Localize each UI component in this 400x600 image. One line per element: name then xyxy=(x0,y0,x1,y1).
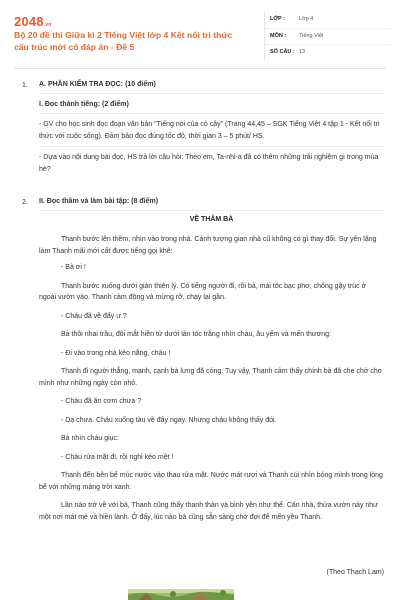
story-paragraph-1: Thanh bước lên thềm, nhìn vào trong nhà. Cảnh tượng gian nhà cũ không có gì thay đổi. Sự yên lặng làm Thanh mãi mới cất được tiếng gọi khẽ: xyxy=(39,236,377,255)
section1-subtitle: I. Đọc thành tiếng: (2 điểm) xyxy=(39,101,129,108)
info-row-subject xyxy=(265,29,391,46)
story-paragraph-2: - Bà ơi ! xyxy=(61,264,86,271)
story-body xyxy=(39,234,384,523)
info-value-question-count: 13 xyxy=(299,49,306,55)
info-value-subject: Tiếng Việt xyxy=(299,32,324,39)
info-label-subject: MÔN : xyxy=(270,32,287,39)
section2-heading: II. Đọc thầm và làm bài tập: (8 điểm) xyxy=(39,198,159,205)
story-author: (Theo Thạch Lam) xyxy=(326,569,384,576)
info-row-grade xyxy=(265,12,391,29)
section1-title xyxy=(39,79,384,91)
section1-paragraph-1: - GV cho học sinh đọc đoạn văn bản "Tiếng nói của cỏ cây" (Trang 44,45 – SGK Tiếng Việt 4 tập 1 - Kết nối tri thức với cuộc sống). Đảm bảo đọc đúng tốc độ, thời gian 3 – 5 phút/ HS. xyxy=(39,121,380,140)
story-paragraph-5: Bà thôi nhai trầu, đôi mắt hiền từ dưới làn tóc trắng nhìn cháu, âu yếm và mến thương: xyxy=(61,331,331,338)
story-paragraph-3: Thanh bước xuống dưới giàn thiên lý. Có tiếng người đi, rồi bà, mái tóc bạc phơ, chống gậy trúc ở ngoài vườn vào. Thanh cảm động và mừng rỡ, chạy lại gần. xyxy=(39,282,367,301)
story-paragraph-7: Thanh đi người thẳng, mạnh, cạnh bà lưng đã còng. Tuy vậy, Thanh cảm thấy chính bà đã che chở cho mình như những ngày còn nhỏ. xyxy=(39,368,382,387)
story-paragraph-12: Thanh đến bên bể múc nước vào thau rửa mặt. Nước mát rượi và Thanh cúi nhìn bóng mình trong lòng bể với những mảng trời xanh. xyxy=(39,472,383,491)
story-paragraph-11: - Cháu rửa mặt đi, rồi nghỉ kẻo mệt ! xyxy=(61,453,174,461)
logo-text: 2048 xyxy=(14,14,44,29)
info-label-grade: LỚP : xyxy=(270,16,285,22)
section2-title xyxy=(39,196,384,208)
logo-tld: .vn xyxy=(43,22,52,28)
section1-divider-mid xyxy=(39,113,384,114)
story-illustration xyxy=(128,588,234,600)
info-row-question-count xyxy=(265,45,391,61)
section2-divider xyxy=(39,210,384,211)
story-paragraph-9: - Dạ chưa. Cháu xuống tàu về đây ngay. Nhưng cháu không thấy đói. xyxy=(61,416,277,424)
info-value-grade: Lớp 4 xyxy=(299,16,314,22)
document-header xyxy=(14,12,386,64)
story-paragraph-6: - Đi vào trong nhà kẻo nắng, cháu ! xyxy=(61,349,171,357)
document-title: Bộ 20 đề thi Giữa kì 2 Tiếng Việt lớp 4 Kết nối tri thức cấu trúc mới có đáp án - Đề 5 xyxy=(14,30,233,52)
section1-heading: A. PHẦN KIỂM TRA ĐỌC: (10 điểm) xyxy=(39,81,156,88)
header-divider xyxy=(14,68,386,69)
story-paragraph-8: - Cháu đã ăn cơm chưa ? xyxy=(61,398,142,405)
info-label-question-count: SỐ CÂU : xyxy=(270,49,295,55)
section1-divider-top xyxy=(39,93,384,94)
info-panel xyxy=(264,12,391,61)
question-number-2: 2. xyxy=(22,199,28,206)
illustration-image xyxy=(128,589,234,600)
story-title: VỀ THĂM BÀ xyxy=(189,216,234,223)
section1-divider-low xyxy=(39,146,384,147)
story-paragraph-13: Lần nào trở về với bà, Thanh cũng thấy thanh thản và bình yên như thế. Căn nhà, thửa vườn này như một nơi mát mẻ và hiền lành. Ở đấy, lúc nào bà cũng sẵn sàng chờ đợi để mến yêu Thanh. xyxy=(39,502,378,521)
question-number-1: 1. xyxy=(22,82,28,89)
site-logo[interactable] xyxy=(14,14,52,29)
section1-paragraph-2: - Dựa vào nội dung bài đọc, HS trả lời câu hỏi: Theo em, Ta-nhi-a đã có thêm những trải nghiệm gì trong mùa hè? xyxy=(39,154,379,173)
story-paragraph-4: - Cháu đã về đấy ư ? xyxy=(61,312,127,320)
story-paragraph-10: Bà nhìn cháu giục: xyxy=(61,435,119,442)
